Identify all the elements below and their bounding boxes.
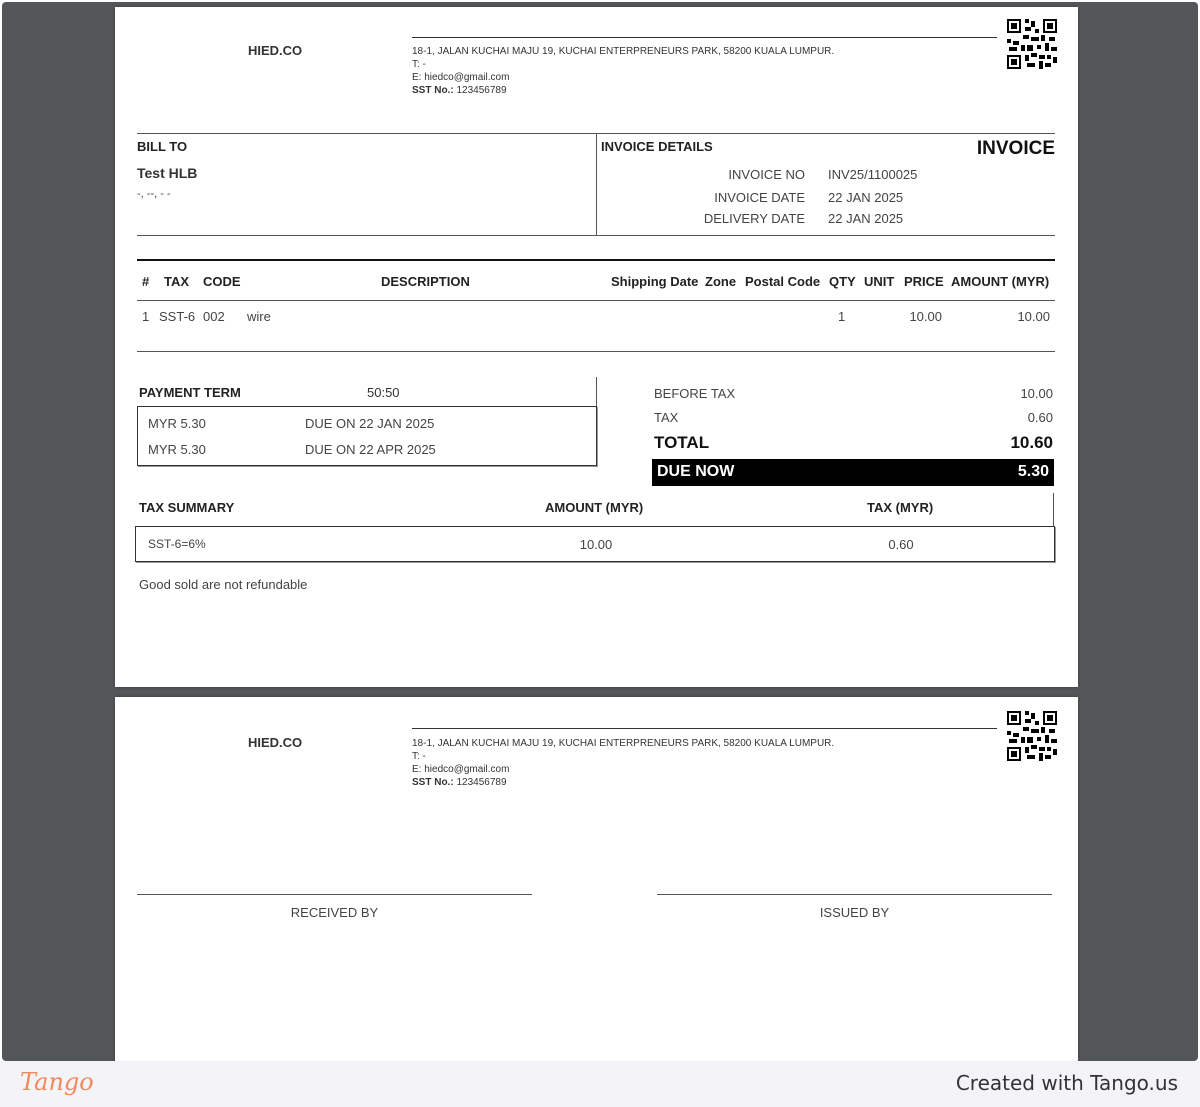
table-row — [137, 309, 1055, 325]
invoice-date-label: INVOICE DATE — [714, 190, 805, 205]
due-now-label: DUE NOW — [657, 463, 735, 480]
table-bottom-rule — [137, 351, 1055, 352]
company-email: E: hiedco@gmail.com — [412, 764, 510, 775]
installment-1-amount: MYR 5.30 — [148, 416, 206, 431]
tax-summary-code: SST-6=6% — [148, 537, 206, 551]
tax-label: TAX — [654, 410, 679, 425]
tax-summary-row-box — [135, 526, 1055, 562]
issued-by-line — [657, 894, 1052, 895]
total-label: TOTAL — [654, 433, 710, 452]
received-by-label: RECEIVED BY — [290, 905, 379, 920]
created-with-tango-text[interactable]: Created with Tango.us — [955, 1071, 1178, 1095]
issued-by-label: ISSUED BY — [819, 905, 890, 920]
invoice-page-2 — [115, 697, 1078, 1061]
due-now-bar — [652, 459, 1054, 486]
row-code: 002 — [203, 309, 225, 324]
row-no: 1 — [142, 309, 150, 324]
installment-2-due: DUE ON 22 APR 2025 — [305, 442, 436, 457]
company-sst: SST No.: 123456789 — [412, 85, 507, 96]
invoice-no-value: INV25/1100025 — [828, 167, 918, 182]
tax-summary-tax: 0.60 — [888, 537, 914, 552]
payment-divider — [596, 377, 597, 407]
col-shipping-date: Shipping Date — [611, 274, 699, 289]
payment-term-heading: PAYMENT TERM — [139, 385, 241, 400]
row-tax: SST-6 — [159, 309, 196, 324]
installment-2-amount: MYR 5.30 — [148, 442, 206, 457]
payment-schedule-box — [137, 406, 597, 466]
tax-summary-amount-header: AMOUNT (MYR) — [545, 500, 644, 515]
company-name: HIED.CO — [248, 735, 303, 750]
col-description: DESCRIPTION — [381, 274, 470, 289]
document-type: INVOICE — [976, 138, 1055, 159]
company-address-block — [412, 737, 992, 789]
tax-summary-amount: 10.00 — [579, 537, 613, 552]
payment-term-ratio: 50:50 — [367, 385, 400, 400]
invoice-date-value: 22 JAN 2025 — [828, 190, 904, 205]
col-amount: AMOUNT (MYR) — [951, 274, 1050, 289]
delivery-date-label: DELIVERY DATE — [703, 211, 805, 226]
invoice-no-label: INVOICE NO — [728, 167, 805, 182]
invoice-details-heading: INVOICE DETAILS — [601, 139, 713, 154]
qr-code-icon — [1007, 711, 1057, 761]
tango-logo[interactable]: Tango — [20, 1068, 94, 1096]
col-postal-code: Postal Code — [745, 274, 821, 289]
due-now-value: 5.30 — [1017, 463, 1049, 480]
col-qty: QTY — [829, 274, 856, 289]
row-description: wire — [247, 309, 271, 324]
table-top-rule — [137, 259, 1055, 261]
company-phone: T: - — [412, 59, 426, 70]
company-phone: T: - — [412, 751, 426, 762]
header-rule — [412, 728, 997, 729]
invoice-page-1 — [115, 7, 1078, 687]
refund-note: Good sold are not refundable — [139, 577, 308, 592]
installment-1-due: DUE ON 22 JAN 2025 — [305, 416, 435, 431]
tax-summary-tax-header: TAX (MYR) — [867, 500, 934, 515]
col-unit: UNIT — [864, 274, 895, 289]
table-header-rule — [137, 300, 1055, 301]
section-divider — [596, 133, 597, 235]
col-no: # — [142, 274, 150, 289]
row-amount: 10.00 — [1017, 309, 1050, 324]
company-sst: SST No.: 123456789 — [412, 777, 507, 788]
bill-to-address: -, --, - - — [137, 188, 171, 200]
company-address: 18-1, JALAN KUCHAI MAJU 19, KUCHAI ENTERPRENEURS PARK, 58200 KUALA LUMPUR. — [412, 46, 835, 57]
tax-summary-right-edge — [1053, 493, 1054, 527]
document-viewer — [2, 2, 1198, 1061]
col-code: CODE — [203, 274, 241, 289]
row-qty: 1 — [838, 309, 846, 324]
total-value: 10.60 — [1010, 433, 1053, 452]
tax-summary-heading: TAX SUMMARY — [139, 500, 235, 515]
tax-value: 0.60 — [1027, 410, 1053, 425]
company-name: HIED.CO — [248, 43, 303, 58]
col-tax: TAX — [164, 274, 190, 289]
bill-to-name: Test HLB — [137, 165, 198, 181]
bill-to-heading: BILL TO — [137, 139, 188, 154]
items-table-header — [137, 274, 1055, 290]
header-rule — [412, 37, 997, 38]
company-email: E: hiedco@gmail.com — [412, 72, 510, 83]
col-price: PRICE — [904, 274, 944, 289]
before-tax-value: 10.00 — [1020, 386, 1053, 401]
before-tax-label: BEFORE TAX — [654, 386, 736, 401]
col-zone: Zone — [705, 274, 737, 289]
qr-code-icon — [1007, 19, 1057, 69]
company-address-block — [412, 45, 992, 97]
received-by-line — [137, 894, 532, 895]
delivery-date-value: 22 JAN 2025 — [828, 211, 904, 226]
company-address: 18-1, JALAN KUCHAI MAJU 19, KUCHAI ENTERPRENEURS PARK, 58200 KUALA LUMPUR. — [412, 738, 835, 749]
section-rule — [137, 235, 1055, 236]
row-price: 10.00 — [909, 309, 942, 324]
